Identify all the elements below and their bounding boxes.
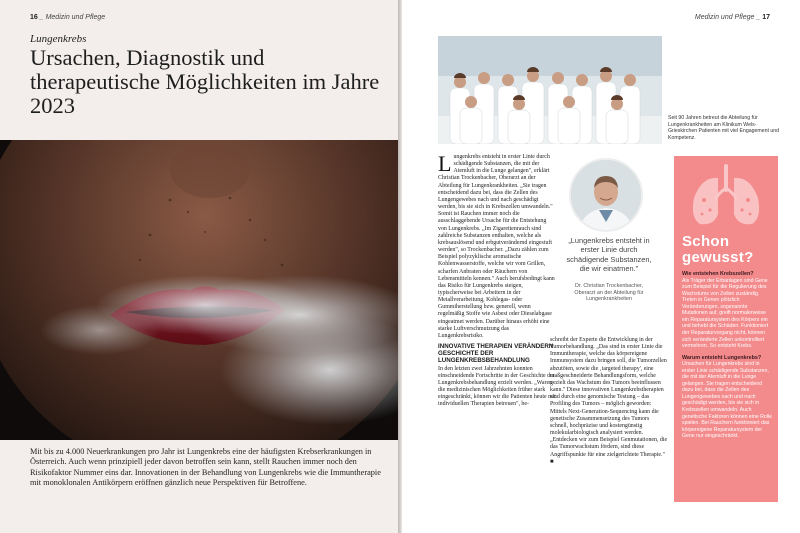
section-subheading: INNOVATIVE THERAPIEN VERÄNDERN GESCHICHTE DER LUNGENKREBSBEHANDLUNG	[438, 343, 554, 365]
pull-quote-attribution: Dr. Christian Trockenbacher, Oberarzt an der Abteilung für Lungenkrankheiten	[574, 283, 644, 303]
info-box	[674, 156, 778, 502]
team-photo-caption: Seit 90 Jahren betreut die Abteilung für Lungenkrankheiten am Klinikum Wels-Grieskirchen Patienten mit viel Engagement und Kompetenz.	[668, 115, 780, 141]
right-page	[402, 0, 800, 533]
info-box-answer-1: Als Träger der Erbanlagen sind Gene zum Beispiel für die Regulierung des Wachstums von Zellen zuständig. Treten in Genen plötzlich Veränderungen, sogenannte Mutationen auf, greift normalerweise ein Reparatursystem des Körpers ein und behebt die Schäden. Funktioniert der Reparaturvorgang nicht, können sich veränderte Zellen unkontrolliert vermehren. So entsteht Krebs.	[682, 277, 769, 350]
column-1-paragraph	[438, 151, 556, 340]
hero-photo	[0, 140, 398, 440]
article-headline: Ursachen, Diagnostik und therapeutische Möglichkeiten im Jahre 2023	[30, 45, 380, 118]
column-1-text-2: In den letzten zwei Jahrzehnten konnten einschneidende Fortschritte in der Geschichte der Lungenkrebsbehandlung erzielt werden. „Waren die medizinischen Möglichkeiten früher stark eingeschränkt, können wir die Patienten heute mit individuellen Therapien betreuen", be-	[438, 365, 556, 408]
lungs-icon	[684, 164, 768, 233]
right-page-number: 17	[762, 14, 770, 21]
column-1-text: ungenkrebs entsteht in erster Linie durch schädigende Substanzen, die mit der Atemluft in die Lunge gelangen", erklärt Christian Trockenbacher, Oberarzt an der Abteilung für Lungenkrankheiten. „Sie tragen entscheidend dazu bei, dass die Zellen des Lungengewebes nach und nach geschädigt werden, bis sie sich in Krebszellen umwandeln." Somit ist Rauchen immer noch die ausschlaggebende Ursache für die Entstehung von Lungenkrebs. „Im Zigarettenrauch sind zahlreiche Substanzen enthalten, welche als krebsauslösend und erbgutverändernd eingestuft werden", so Trockenbacher. „Dazu zählen zum Beispiel polyzyklische aromatische Kohlenwasserstoffe, welche wir vom Grillen, scharfen Anbraten oder Räuchern von Lebensmitteln kennen." Auch berufsbedingt kann das Risiko für Lungenkrebs steigen, typischerweise bei Arbeitern in der Metallverarbeitung, Kohlegas- oder Gummiherstellung bzw. generell, wenn regelmäßig Stoffe wie Asbest oder Dieselabgase eingeatmet werden. Darüber hinaus erhöht eine starke Luftverschmutzung das Lungenkrebsrisiko.	[438, 154, 555, 339]
column-2-text: schreibt der Experte die Entwicklung in der Tumorbehandlung. „Das sind in erster Linie die Immuntherapie, welche das körpereigene Immunsystem dazu bringen soll, die Tumorzellen abzutöten, sowie die ‚targeted therapy', eine maßgeschneiderte Behandlungsform, welche gezielt das Wachstum des Tumors beeinflussen kann." Diese innovativen Lungenkrebstherapien sind durch eine genomische Testung – das Profiling des Tumors – möglich geworden: Mittels Next-Generation-Sequencing kann die genetische Zusammensetzung des Tumors schnell, hochpräzise und kostengünstig molekularbiologisch analysiert werden. „Entdecken wir zum Beispiel Genmutationen, die das Tumorwachstum fördern, sind diese Angriffspunkte für eine zielgerichtete Therapie." ■	[550, 337, 668, 465]
drop-cap: L	[438, 151, 452, 176]
info-box-content	[682, 271, 772, 445]
article-kicker: Lungenkrebs	[30, 33, 87, 45]
team-photo	[438, 36, 662, 144]
pull-quote: „Lungenkrebs entsteht in erster Linie durch schädigende Substanzen, die wir einatmen."	[566, 236, 652, 274]
doctor-portrait	[569, 158, 643, 232]
article-column-1	[438, 151, 556, 409]
left-page-number: 16	[30, 14, 38, 21]
article-intro: Mit bis zu 4.000 Neuerkrankungen pro Jahr ist Lungenkrebs eine der häufigsten Krebserkrankungen in Österreich. Auch wenn prinzipiell jeder davon betroffen sein kann, stellt Rauchen immer noch den Risikofaktor Nummer eins dar. Innovationen in der Behandlung von Lungenkrebs wie die Immuntherapie mit monoklonalen Antikörpern eröffnen gänzlich neue Perspektiven für Betroffene.	[30, 447, 381, 488]
right-page-folio	[695, 14, 770, 21]
right-page-section: Medizin und Pflege _	[694, 14, 761, 21]
info-box-title: Schon gewusst?	[682, 233, 754, 266]
info-box-question-2: Warum entsteht Lungenkrebs?	[682, 354, 762, 361]
info-box-answer-2: Ursachen für Lungenkrebs sind in erster Linie schädigende Substanzen, die mit der Atemluft in die Lunge gelangen. Sie tragen entscheidend dazu bei, dass die Zellen des Lungengewebes nach und nach geschädigt werden, bis sie sich in Krebszellen umwandeln. Auch genetische Faktoren können eine Rolle spielen. Bei Rauchern funktioniert das körpereigene Reparatursystem der Gene nur eingeschränkt.	[682, 361, 772, 440]
article-column-2	[550, 337, 668, 466]
left-page	[0, 0, 398, 533]
left-page-folio	[30, 14, 105, 21]
info-box-question-1: Wie entstehen Krebszellen?	[682, 271, 754, 277]
left-page-section: _ Medizin und Pflege	[39, 14, 106, 21]
